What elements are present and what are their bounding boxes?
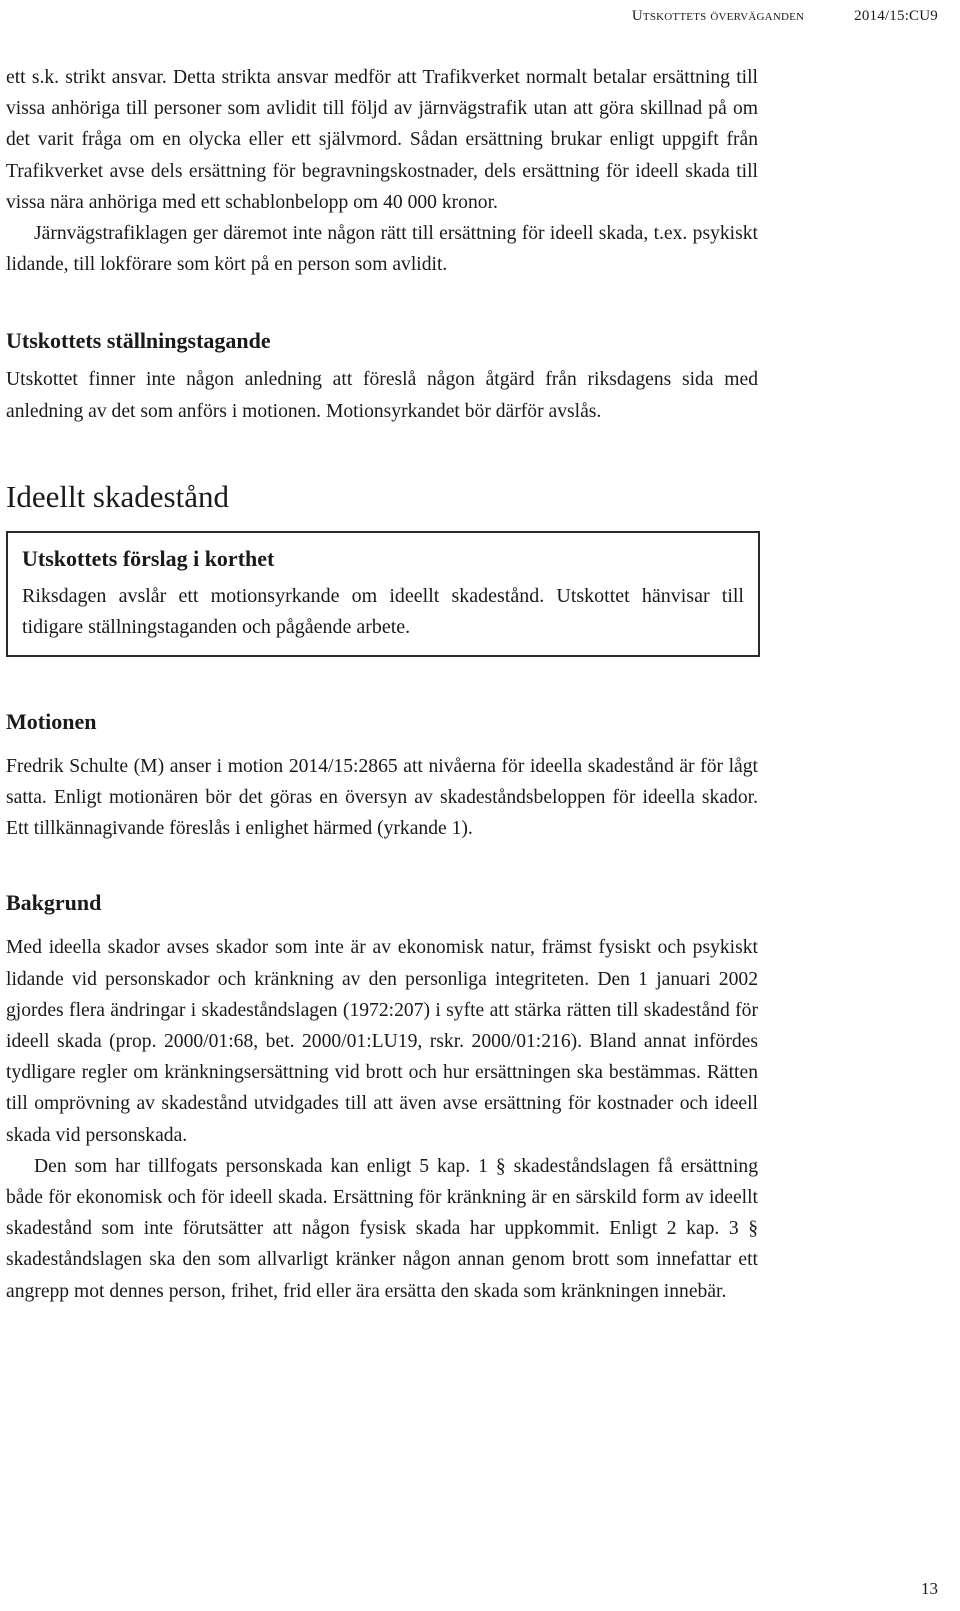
page-number: 13	[921, 1579, 938, 1598]
intro-paragraph-1: ett s.k. strikt ansvar. Detta strikta ansvar medför att Trafikverket normalt betalar ersättning till vissa anhöriga till personer som avlidit till följd av järnvägstrafik utan att göra skillnad på om det varit fråga om en olycka eller ett självmord. Sådan ersättning brukar enligt uppgift från Trafikverket avse dels ersättning för begravningskostnader, dels ersättning för ideell skada till vissa nära anhöriga med ett schablonbelopp om 40 000 kronor.	[6, 67, 758, 213]
section-title: Ideellt skadestånd	[6, 478, 229, 514]
background-heading: Bakgrund	[6, 890, 102, 916]
intro-paragraph-2: Järnvägstrafiklagen ger däremot inte någon rätt till ersättning för ideell skada, t.ex. psykiskt lidande, till lokförare som kört på en person som avlidit.	[6, 223, 758, 276]
summary-box-heading: Utskottets förslag i korthet	[22, 545, 275, 571]
motion-paragraph: Fredrik Schulte (M) anser i motion 2014/15:2865 att nivåerna för ideella skadestånd är för lågt satta. Enligt motionären bör det göras en översyn av skadeståndsbeloppen för ideella skador. Ett tillkännagivande föreslås i enlighet härmed (yrkande 1).	[6, 755, 758, 840]
summary-box-text: Riksdagen avslår ett motionsyrkande om ideellt skadestånd. Utskottet hänvisar till tidigare ställningstaganden och pågående arbete.	[22, 584, 744, 638]
stance-heading: Utskottets ställningstagande	[6, 328, 271, 354]
background-paragraph-1: Med ideella skador avses skador som inte är av ekonomisk natur, främst fysiskt och psykiskt lidande vid personskador och kränkning av den personliga integriteten. Den 1 januari 2002 gjordes flera ändringar i skadeståndslagen (1972:207) i syfte att stärka rätten till skadestånd för ideell skada (prop. 2000/01:68, bet. 2000/01:LU19, rskr. 2000/01:216). Bland annat infördes tydligare regler om kränkningsersättning vid brott och hur ersättningen ska bestämmas. Rätten till omprövning av skadestånd utvidgades till att även avse ersättning för kostnader och ideell skada vid personskada.	[6, 937, 758, 1146]
summary-box	[6, 531, 760, 657]
motion-heading: Motionen	[6, 708, 97, 734]
running-header-section: Utskottets överväganden	[631, 8, 805, 24]
stance-paragraph: Utskottet finner inte någon anledning att föreslå någon åtgärd från riksdagens sida med anledning av det som anförs i motionen. Motionsyrkandet bör därför avslås.	[6, 369, 758, 422]
page-content	[6, 62, 758, 1307]
running-header-report-id: 2014/15:CU9	[854, 8, 938, 24]
background-paragraph-2: Den som har tillfogats personskada kan enligt 5 kap. 1 § skadeståndslagen få ersättning både för ekonomisk och för ideell skada. Ersättning för kränkning är en särskild form av ideellt skadestånd som inte förutsätter att någon fysisk skada har uppkommit. Enligt 2 kap. 3 § skadeståndslagen ska den som allvarligt kränker någon annan genom brott som innefattar ett angrepp mot dennes person, frihet, frid eller ära ersätta den skada som kränkningen innebär.	[6, 1155, 758, 1302]
running-header	[632, 8, 938, 25]
